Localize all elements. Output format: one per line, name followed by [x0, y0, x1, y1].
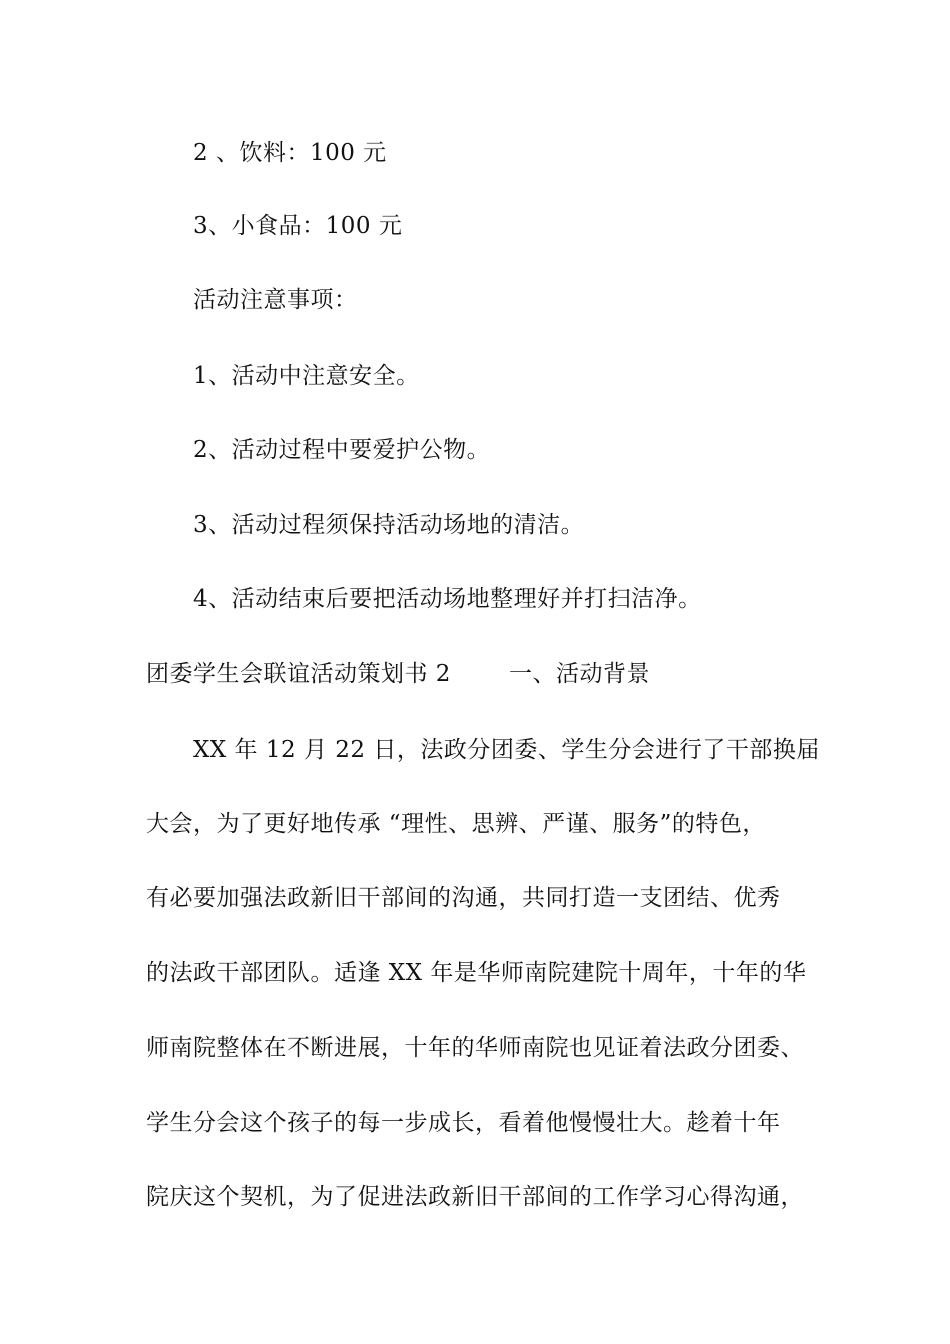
- paragraph-line-5: 师南院整体在不断进展，十年的华师南院也见证着法政分团委、: [146, 1035, 804, 1061]
- section-heading: [146, 659, 650, 689]
- paragraph-line-6: 学生分会这个孩子的每一步成长，看着他慢慢壮大。趁着十年: [146, 1110, 781, 1136]
- paragraph-line-4: 的法政干部团队。适逢 XX 年是华师南院建院十周年，十年的华: [146, 960, 807, 986]
- notes-title: 活动注意事项：: [193, 287, 358, 313]
- note-item-3: 3、活动过程须保持活动场地的清洁。: [193, 512, 585, 538]
- paragraph-line-2: 大会，为了更好地传承 “理性、思辨、严谨、服务”的特色，: [146, 811, 766, 837]
- note-item-2: 2、活动过程中要爱护公物。: [193, 437, 491, 463]
- note-item-1: 1、活动中注意安全。: [193, 363, 420, 389]
- list-item-snacks: 3、小食品：100 元: [193, 213, 403, 239]
- paragraph-line-7: 院庆这个契机，为了促进法政新旧干部间的工作学习心得沟通，: [146, 1184, 804, 1210]
- note-item-4: 4、活动结束后要把活动场地整理好并打扫洁净。: [193, 586, 702, 612]
- list-item-drinks: 2 、饮料：100 元: [193, 140, 387, 166]
- paragraph-line-1: XX 年 12 月 22 日，法政分团委、学生分会进行了干部换届: [193, 737, 820, 763]
- section-title: 团委学生会联谊活动策划书 2: [146, 661, 451, 687]
- section-subtitle: 一、活动背景: [508, 661, 650, 687]
- paragraph-line-3: 有必要加强法政新旧干部间的沟通，共同打造一支团结、优秀: [146, 885, 781, 911]
